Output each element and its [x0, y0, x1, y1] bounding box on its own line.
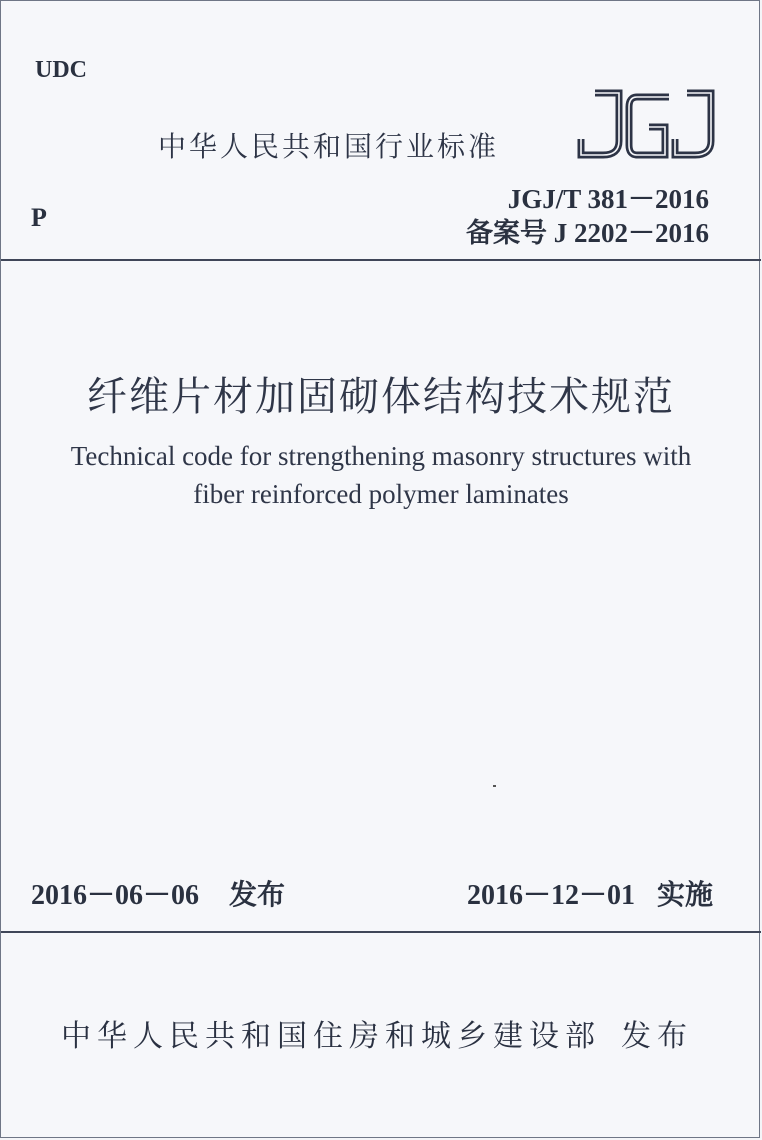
- jgj-logo: [575, 87, 717, 161]
- udc-label: UDC: [35, 57, 87, 83]
- record-number-line: [466, 211, 709, 250]
- speck: [493, 785, 496, 787]
- classification-code: P: [31, 203, 47, 232]
- implementation-label: 实施: [657, 878, 714, 911]
- record-prefix: 备案号: [466, 218, 547, 249]
- issue-label: 发布: [229, 878, 286, 911]
- industry-standard-heading: 中华人民共和国行业标准: [158, 130, 500, 163]
- top-divider: [1, 259, 761, 261]
- standard-number: JGJ/T 381－2016: [507, 184, 709, 214]
- record-number: J 2202－2016: [553, 218, 709, 248]
- issue-date: 2016－06－06: [31, 880, 200, 911]
- implementation-date: 2016－12－01: [467, 880, 636, 911]
- publish-label: 发布: [621, 1019, 693, 1054]
- title-english-line1: Technical code for strengthening masonry structures with: [70, 441, 692, 471]
- publisher-name: 中华人民共和国住房和城乡建设部: [61, 1019, 601, 1054]
- title-chinese: 纤维片材加固砌体结构技术规范: [87, 374, 675, 420]
- title-english-line2: fiber reinforced polymer laminates: [193, 479, 569, 509]
- bottom-divider: [1, 931, 761, 933]
